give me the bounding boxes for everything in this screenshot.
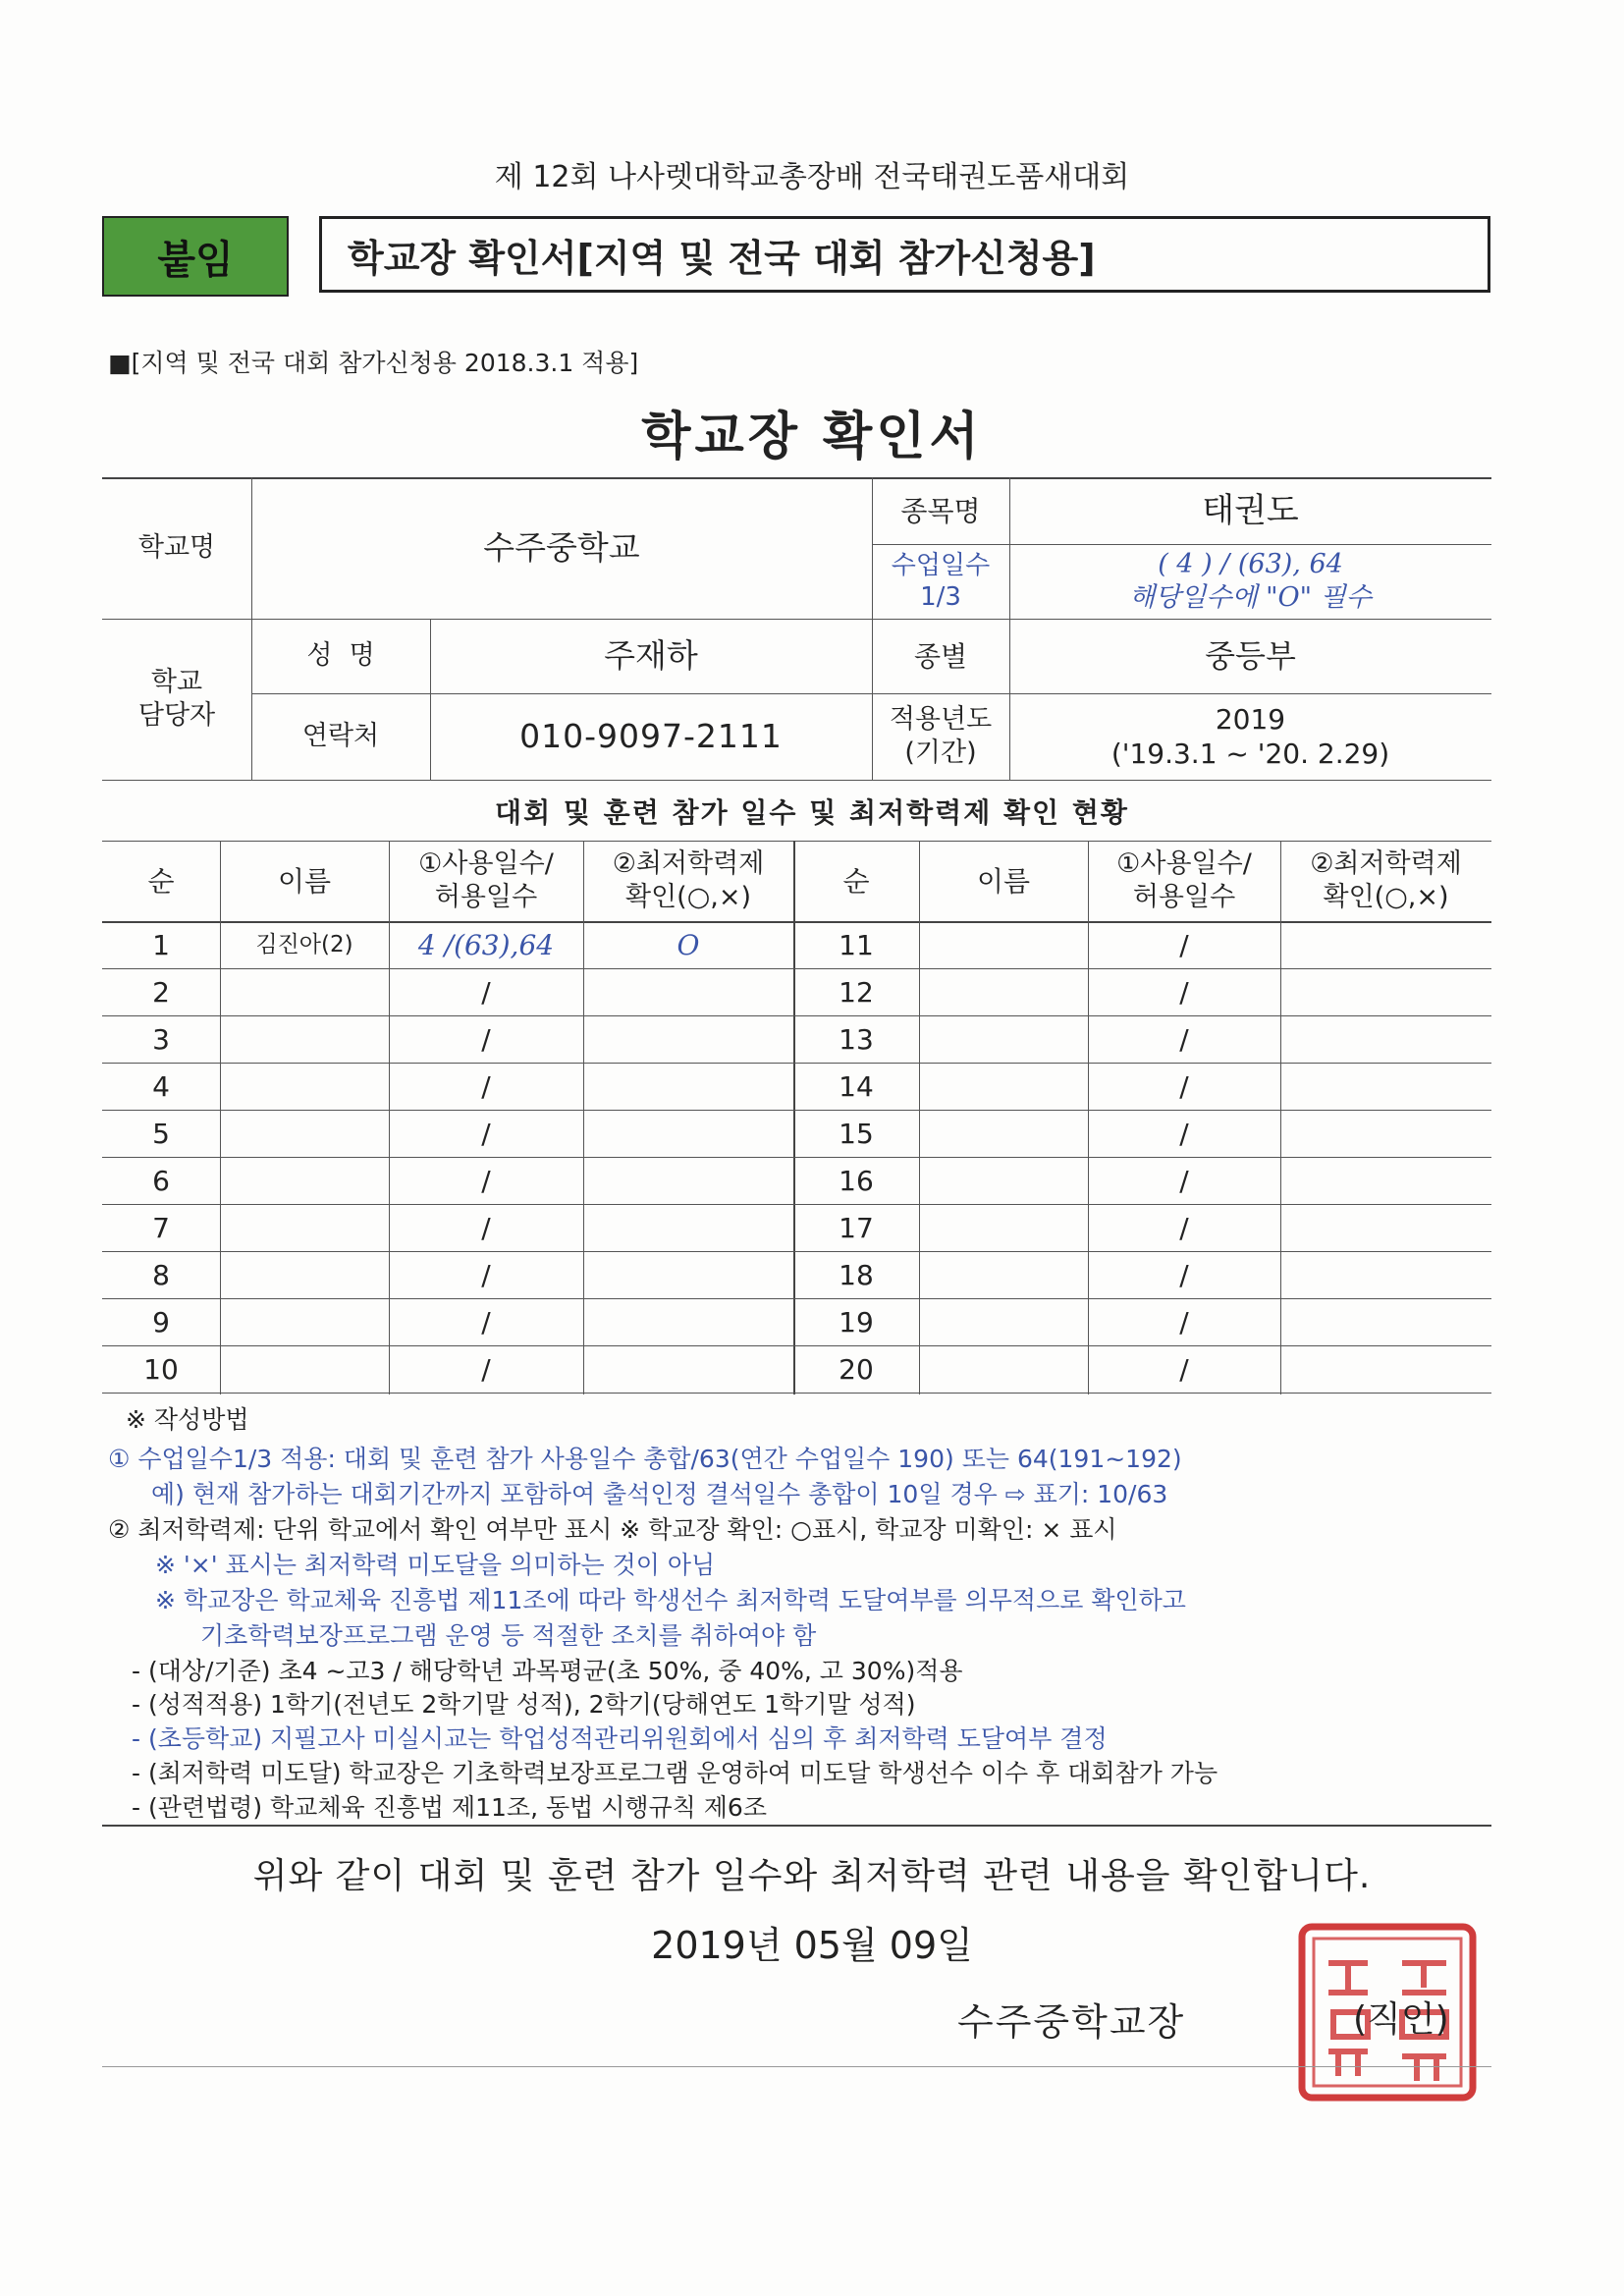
header-check-left-line2: 확인(○,×) — [625, 882, 751, 912]
row-no: 19 — [839, 1305, 874, 1339]
row-check — [583, 1345, 793, 1393]
doc-title: 학교장 확인서 — [641, 408, 983, 466]
year-label-line2: (기간) — [904, 738, 977, 768]
contact-label: 연락처 — [301, 721, 380, 752]
row-days: / — [481, 1352, 491, 1386]
form-note: ■[지역 및 전국 대회 참가신청용 2018.3.1 적용] — [108, 349, 639, 377]
row-days: / — [481, 1211, 491, 1244]
row-name — [220, 1345, 389, 1393]
school-days-value — [1009, 544, 1491, 619]
attachment-tag — [102, 216, 289, 297]
header-check-left — [583, 841, 793, 921]
participation-title: 대회 및 훈련 참가 일수 및 최저학력제 확인 현황 — [495, 796, 1129, 829]
row-days: / — [1179, 1258, 1189, 1291]
seal-label: (직인) — [1353, 1999, 1449, 2040]
instruction-line-2: 예) 현재 참가하는 대회기간까지 포함하여 출석인정 결석일수 총합이 10일 경우 ⇨ 표기: 10/63 — [151, 1480, 1168, 1508]
row-check: O — [677, 928, 700, 961]
school-days-label-line1: 수업일수 — [891, 550, 991, 580]
row-name — [220, 1298, 389, 1345]
header-days-right-line2: 허용일수 — [1132, 882, 1236, 912]
sport-label: 종목명 — [900, 494, 981, 527]
row-days: / — [1179, 1211, 1189, 1244]
row-check — [583, 968, 793, 1015]
row-days: / — [1179, 1352, 1189, 1386]
manager-label-line1: 학교 — [150, 667, 203, 698]
row-check — [1280, 1204, 1491, 1251]
issue-date: 2019년 05월 09일 — [651, 1924, 973, 1967]
manager-label-line2: 담당자 — [137, 700, 216, 731]
row-no: 18 — [839, 1258, 874, 1291]
row-name — [919, 1298, 1088, 1345]
row-no: 8 — [152, 1258, 170, 1291]
row-no: 13 — [839, 1022, 874, 1056]
row-days: / — [1179, 1117, 1189, 1150]
instruction-line-6: 기초학력보장프로그램 운영 등 적절한 조치를 취하여야 함 — [200, 1621, 817, 1650]
row-no: 10 — [143, 1352, 179, 1386]
row-no: 12 — [839, 975, 874, 1009]
name-value: 주재하 — [604, 636, 698, 676]
row-name — [220, 968, 389, 1015]
row-no: 16 — [839, 1164, 874, 1197]
row-days: 4 /(63),64 — [417, 928, 555, 961]
header-days-right — [1088, 841, 1280, 921]
manager-label — [102, 619, 251, 780]
row-name — [919, 968, 1088, 1015]
school-days-label — [872, 544, 1009, 619]
row-no: 5 — [152, 1117, 170, 1150]
header-days-right-line1: ①사용일수/ — [1116, 848, 1252, 880]
row-days: / — [481, 1117, 491, 1150]
row-no: 17 — [839, 1211, 874, 1244]
row-name — [919, 1345, 1088, 1393]
instruction-line-1: ① 수업일수1/3 적용: 대회 및 훈련 참가 사용일수 총합/63(연간 수업일수 190) 또는 64(191~192) — [108, 1445, 1182, 1473]
row-check — [583, 1204, 793, 1251]
row-check — [1280, 921, 1491, 968]
year-value-line2: ('19.3.1 ~ '20. 2.29) — [1110, 738, 1390, 770]
header-days-left — [389, 841, 583, 921]
instruction-line-3: ② 최저학력제: 단위 학교에서 확인 여부만 표시 ※ 학교장 확인: ○표시, 학교장 미확인: × 표시 — [108, 1515, 1117, 1544]
form-title: 학교장 확인서[지역 및 전국 대회 참가신청용] — [348, 236, 1096, 280]
header-no-left: 순 — [147, 864, 175, 898]
header-no-right: 순 — [842, 864, 870, 898]
year-value — [1009, 693, 1491, 780]
row-days: / — [481, 1164, 491, 1197]
school-value: 수주중학교 — [483, 528, 640, 568]
row-check — [1280, 1251, 1491, 1298]
school-days-label-line2: 1/3 — [920, 582, 961, 612]
row-name — [919, 1110, 1088, 1157]
row-name — [919, 1063, 1088, 1110]
year-label-line1: 적용년도 — [889, 704, 993, 736]
row-check — [1280, 1157, 1491, 1204]
instruction-line-5: ※ 학교장은 학교체육 진흥법 제11조에 따라 학생선수 최저학력 도달여부를 의무적으로 확인하고 — [155, 1586, 1186, 1614]
instruction-line-4: ※ '×' 표시는 최저학력 미도달을 의미하는 것이 아님 — [155, 1551, 716, 1579]
year-value-line1: 2019 — [1215, 703, 1286, 736]
row-check — [583, 1157, 793, 1204]
contact-value: 010-9097-2111 — [519, 717, 783, 756]
row-name — [220, 1157, 389, 1204]
instruction-line-7: - (대상/기준) 초4 ~고3 / 해당학년 과목평균(초 50%, 중 40%, 고 30%)적용 — [132, 1657, 963, 1685]
division-value: 중등부 — [1205, 637, 1296, 675]
instruction-line-9: - (초등학교) 지필고사 미실시교는 학업성적관리위원회에서 심의 후 최저학력 도달여부 결정 — [132, 1724, 1108, 1753]
row-no: 11 — [839, 928, 874, 961]
row-days: / — [481, 1022, 491, 1056]
row-check — [583, 1110, 793, 1157]
row-days: / — [1179, 1022, 1189, 1056]
row-name — [220, 1063, 389, 1110]
row-name — [220, 1204, 389, 1251]
school-days-value-line1: ( 4 ) / (63), 64 — [1158, 549, 1343, 580]
row-no: 14 — [839, 1069, 874, 1103]
row-check — [583, 1251, 793, 1298]
row-no: 4 — [152, 1069, 170, 1103]
header-name-right: 이름 — [976, 864, 1031, 898]
row-no: 6 — [152, 1164, 170, 1197]
row-no: 1 — [152, 928, 170, 961]
row-check — [1280, 968, 1491, 1015]
header-name-left: 이름 — [277, 864, 332, 898]
instruction-line-10: - (최저학력 미도달) 학교장은 기초학력보장프로그램 운영하여 미도달 학생선수 이수 후 대회참가 가능 — [132, 1759, 1218, 1787]
division-label: 종별 — [913, 639, 968, 673]
row-no: 9 — [152, 1305, 170, 1339]
row-name: 김진아(2) — [255, 931, 353, 957]
row-check — [1280, 1063, 1491, 1110]
header-days-left-line1: ①사용일수/ — [418, 848, 554, 880]
row-days: / — [1179, 928, 1189, 961]
row-name — [220, 1251, 389, 1298]
header-check-right-line1: ②최저학력제 — [1310, 848, 1462, 880]
confirm-statement: 위와 같이 대회 및 훈련 참가 일수와 최저학력 관련 내용을 확인합니다. — [252, 1856, 1372, 1896]
instruction-line-11: - (관련법령) 학교체육 진흥법 제11조, 동법 시행규칙 제6조 — [132, 1793, 767, 1822]
row-days: / — [481, 1069, 491, 1103]
row-name — [220, 1110, 389, 1157]
school-days-value-line2: 해당일수에 "O" 필수 — [1129, 582, 1372, 613]
header-check-left-line1: ②최저학력제 — [612, 848, 765, 880]
instruction-line-8: - (성적적용) 1학기(전년도 2학기말 성적), 2학기(당해연도 1학기말 성적) — [132, 1690, 916, 1719]
row-check — [1280, 1298, 1491, 1345]
header-check-right-line2: 확인(○,×) — [1323, 882, 1449, 912]
row-days: / — [481, 975, 491, 1009]
row-days: / — [481, 1258, 491, 1291]
row-no: 15 — [839, 1117, 874, 1150]
row-name — [919, 1015, 1088, 1063]
row-days: / — [1179, 1069, 1189, 1103]
form-title-box — [319, 216, 1490, 293]
name-label: 성 명 — [306, 640, 375, 672]
sport-value: 태권도 — [1202, 490, 1299, 530]
row-check — [1280, 1345, 1491, 1393]
school-label: 학교명 — [137, 532, 216, 564]
header-check-right — [1280, 841, 1491, 921]
row-check — [583, 1063, 793, 1110]
row-name — [919, 1251, 1088, 1298]
row-check — [1280, 1015, 1491, 1063]
row-no: 7 — [152, 1211, 170, 1244]
row-check — [583, 1298, 793, 1345]
row-name — [220, 1015, 389, 1063]
row-check — [583, 1015, 793, 1063]
row-days: / — [1179, 1164, 1189, 1197]
row-name — [919, 1204, 1088, 1251]
instructions-heading: ※ 작성방법 — [126, 1405, 249, 1434]
row-days: / — [1179, 975, 1189, 1009]
row-days: / — [1179, 1305, 1189, 1339]
row-name — [919, 921, 1088, 968]
row-no: 2 — [152, 975, 170, 1009]
row-name — [919, 1157, 1088, 1204]
year-label — [872, 693, 1009, 780]
row-no: 3 — [152, 1022, 170, 1056]
event-title: 제 12회 나사렛대학교총장배 전국태권도품새대회 — [494, 160, 1130, 194]
row-no: 20 — [839, 1352, 874, 1386]
row-check — [1280, 1110, 1491, 1157]
header-days-left-line2: 허용일수 — [434, 882, 538, 912]
row-days: / — [481, 1305, 491, 1339]
attachment-tag-label: 붙임 — [157, 237, 234, 283]
signer: 수주중학교장 — [957, 2000, 1186, 2044]
